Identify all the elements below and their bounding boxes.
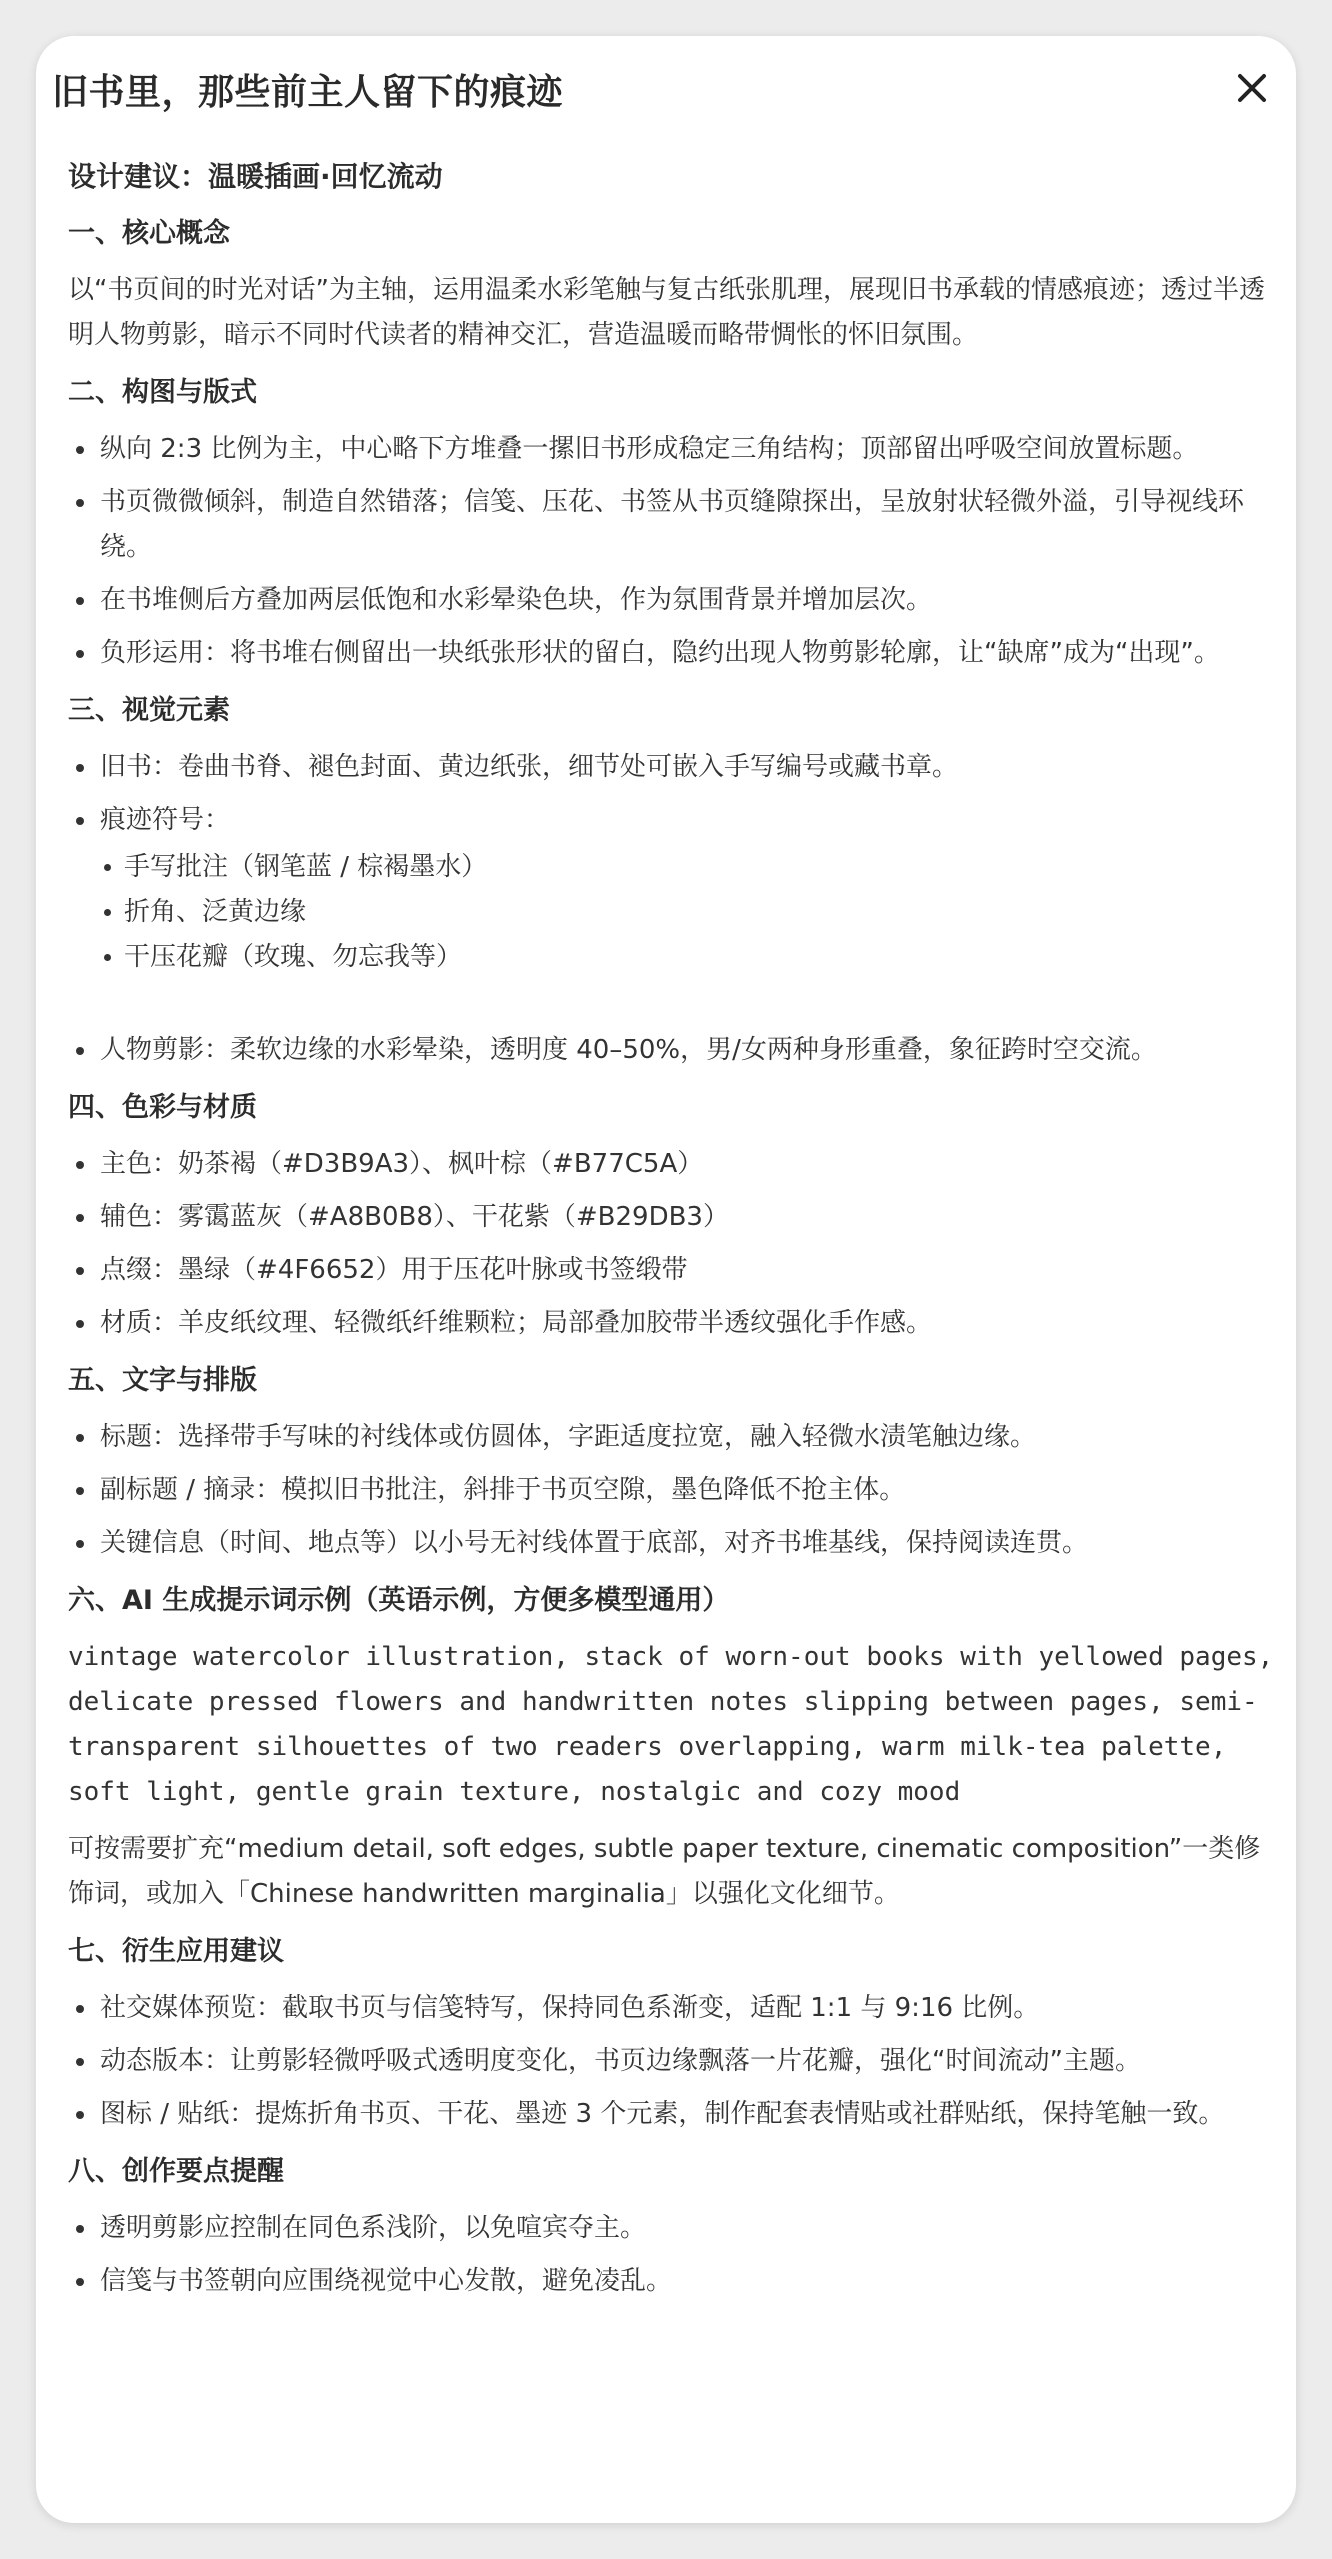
list-item: 纵向 2:3 比例为主，中心略下方堆叠一摞旧书形成稳定三角结构；顶部留出呼吸空间放置标题。 — [68, 427, 1276, 472]
list-item: 副标题 / 摘录：模拟旧书批注，斜排于书页空隙，墨色降低不抢主体。 — [68, 1468, 1276, 1513]
reminders-list — [68, 2206, 1276, 2304]
list-item: 书页微微倾斜，制造自然错落；信笺、压花、书签从书页缝隙探出，呈放射状轻微外溢，引导视线环绕。 — [68, 480, 1276, 570]
section-title-derivative: 七、衍生应用建议 — [68, 1936, 284, 1967]
list-item: 社交媒体预览：截取书页与信笺特写，保持同色系渐变，适配 1:1 与 9:16 比例。 — [68, 1986, 1276, 2031]
section-title-color-material: 四、色彩与材质 — [68, 1092, 257, 1123]
derivative-list — [68, 1986, 1276, 2137]
section-title-typography: 五、文字与排版 — [68, 1365, 257, 1396]
typography-list — [68, 1415, 1276, 1566]
visual-elements-list — [68, 745, 1276, 1073]
dialog-header — [36, 36, 1296, 136]
close-button[interactable] — [1230, 66, 1274, 110]
list-item-trace-symbols — [68, 798, 1276, 1020]
list-item: 点缀：墨绿（#4F6652）用于压花叶脉或书签缎带 — [68, 1248, 1276, 1293]
section-title-composition: 二、构图与版式 — [68, 377, 257, 408]
section-title-ai-prompt: 六、AI 生成提示词示例（英语示例，方便多模型通用） — [68, 1585, 730, 1616]
ai-prompt-code: vintage watercolor illustration, stack of worn-out books with yellowed pages, delicate pressed flowers and handwritten notes slipping between pages, semi-transparent silhouettes of two readers overlapping, warm milk-tea palette, soft light, gentle grain texture, nostalgic and cozy mood — [68, 1642, 1289, 1807]
dialog-title: 旧书里，那些前主人留下的痕迹 — [52, 72, 564, 113]
design-suggestion-dialog — [36, 36, 1296, 2523]
list-item: 辅色：雾霭蓝灰（#A8B0B8）、干花紫（#B29DB3） — [68, 1195, 1276, 1240]
core-concept-paragraph: 以“书页间的时光对话”为主轴，运用温柔水彩笔触与复古纸张肌理，展现旧书承载的情感痕迹；透过半透明人物剪影，暗示不同时代读者的精神交汇，营造温暖而略带惆怅的怀旧氛围。 — [68, 275, 1265, 350]
section-title-core-concept: 一、核心概念 — [68, 218, 230, 249]
list-item: 透明剪影应控制在同色系浅阶，以免喧宾夺主。 — [68, 2206, 1276, 2251]
list-item: 图标 / 贴纸：提炼折角书页、干花、墨迹 3 个元素，制作配套表情贴或社群贴纸，保持笔触一致。 — [68, 2092, 1276, 2137]
trace-symbols-sublist — [100, 845, 1276, 980]
dialog-content — [68, 154, 1289, 2316]
close-icon — [1237, 73, 1267, 103]
list-item: 动态版本：让剪影轻微呼吸式透明度变化，书页边缘飘落一片花瓣，强化“时间流动”主题。 — [68, 2039, 1276, 2084]
list-item: 负形运用：将书堆右侧留出一块纸张形状的留白，隐约出现人物剪影轮廓，让“缺席”成为“出现”。 — [68, 631, 1276, 676]
sub-list-item: 干压花瓣（玫瑰、勿忘我等） — [100, 935, 1276, 980]
design-subheading: 设计建议：温暖插画·回忆流动 — [68, 160, 443, 193]
section-title-visual-elements: 三、视觉元素 — [68, 695, 230, 726]
list-item: 主色：奶茶褐（#D3B9A3）、枫叶棕（#B77C5A） — [68, 1142, 1276, 1187]
spacer — [100, 980, 1276, 1020]
ai-prompt-note: 可按需要扩充“medium detail, soft edges, subtle paper texture, cinematic composition”一类修饰词，或加入「Chinese handwritten marginalia」以强化文化细节。 — [68, 1834, 1261, 1909]
section-title-reminders: 八、创作要点提醒 — [68, 2156, 284, 2187]
composition-list — [68, 427, 1276, 676]
list-item: 人物剪影：柔软边缘的水彩晕染，透明度 40–50%，男/女两种身形重叠，象征跨时空交流。 — [68, 1028, 1276, 1073]
list-item: 标题：选择带手写味的衬线体或仿圆体，字距适度拉宽，融入轻微水渍笔触边缘。 — [68, 1415, 1276, 1460]
sub-list-item: 手写批注（钢笔蓝 / 棕褐墨水） — [100, 845, 1276, 890]
list-item: 材质：羊皮纸纹理、轻微纸纤维颗粒；局部叠加胶带半透纹强化手作感。 — [68, 1301, 1276, 1346]
list-item: 旧书：卷曲书脊、褪色封面、黄边纸张，细节处可嵌入手写编号或藏书章。 — [68, 745, 1276, 790]
list-item: 信笺与书签朝向应围绕视觉中心发散，避免凌乱。 — [68, 2259, 1276, 2304]
list-item: 关键信息（时间、地点等）以小号无衬线体置于底部，对齐书堆基线，保持阅读连贯。 — [68, 1521, 1276, 1566]
color-material-list — [68, 1142, 1276, 1346]
list-item: 在书堆侧后方叠加两层低饱和水彩晕染色块，作为氛围背景并增加层次。 — [68, 578, 1276, 623]
trace-symbols-label: 痕迹符号： — [100, 805, 231, 835]
sub-list-item: 折角、泛黄边缘 — [100, 890, 1276, 935]
